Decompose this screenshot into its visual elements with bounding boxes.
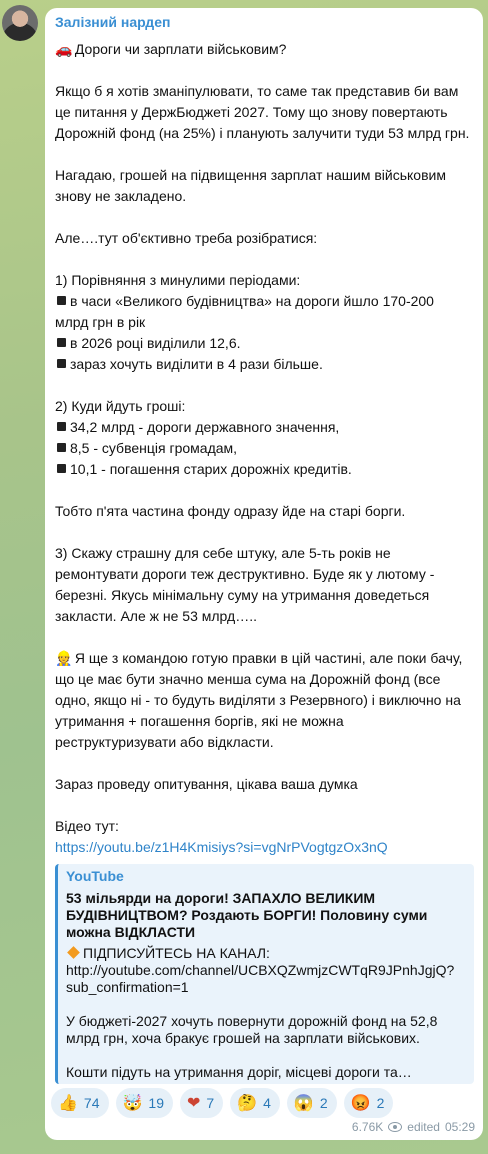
message-time: 05:29 (444, 1120, 475, 1134)
channel-avatar[interactable] (2, 5, 38, 41)
link-preview[interactable] (55, 864, 474, 1084)
edited-label: edited (407, 1120, 440, 1134)
reaction-heart[interactable]: ❤ 7 (180, 1088, 223, 1118)
orange-diamond-icon (67, 946, 80, 959)
black-square-icon (57, 359, 66, 368)
exploding-head-icon: 🤯 (122, 1095, 143, 1112)
eye-icon (388, 1122, 402, 1132)
reaction-angry[interactable]: 😡 2 (344, 1088, 394, 1118)
heart-icon: ❤ (187, 1095, 201, 1112)
car-icon: 🚗 (55, 41, 73, 57)
message-meta (352, 1120, 475, 1134)
reaction-thumbs-up[interactable]: 👍 74 (51, 1088, 109, 1118)
channel-name[interactable]: Залізний нардеп (55, 14, 171, 30)
black-square-icon (57, 464, 66, 473)
message-text: 🚗 Дороги чи зарплати військовим? Якщо б я хотів зманіпулювати, то саме так представив би вам це питання у ДержБюджеті 2027. Тому що знову повертають Дорожній фонд (на 25%) і планують залучити туди 53 млрд грн. Нагадаю, грошей на підвищення зарплат нашим військовим знову не закладено. Але….тут об'єктивно треба розібратися: 1) Порівняння з минулими періодами: в часи «Великого будівництва» на дороги йшло 170-200 млрд грн в рік в 2026 році виділили 12,6. зараз хочуть виділити в 4 рази більше. 2) Куди йдуть гроші: 34,2 млрд - дороги державного значення, 8,5 - субвенція громадам, 10,1 - погашення старих дорожніх кредитів. Тобто п'ята частина фонду одразу йде на старі борги. 3) Скажу страшну для себе штуку, але 5-ть років не ремонтувати дороги теж деструктивно. Буде як у лютому - березні. Якусь мінімальну суму на утримання доведеться закласти. Але ж не 53 млрд….. 👷 Я ще з командою готую правки в цій частині, але поки бачу, що це має бути значно менша сума на Дорожній фонд (все одно, якщо ні - то будуть виділяти з Резервного) і виключно на утримання + погашення боргів, які не можна реструктуризувати або відкласти. Зараз проведу опитування, цікава ваша думка Відео тут: https://youtu.be/z1H4Kmisiys?si=vgNrPVogtgzOx3nQ (55, 41, 470, 855)
black-square-icon (57, 422, 66, 431)
video-link[interactable]: https://youtu.be/z1H4Kmisiys?si=vgNrPVogtgzOx3nQ (55, 839, 388, 855)
preview-title: 53 мільярди на дороги! ЗАПАХЛО ВЕЛИКИМ БУДІВНИЦТВОМ? Роздають БОРГИ! Половину суми можна ВІДКЛАСТИ (66, 890, 428, 940)
thinking-face-icon: 🤔 (237, 1095, 258, 1112)
reaction-scream[interactable]: 😱 2 (287, 1088, 337, 1118)
black-square-icon (57, 443, 66, 452)
view-count: 6.76K (351, 1120, 384, 1134)
preview-site: YouTube (66, 868, 124, 884)
reactions-bar (51, 1088, 393, 1118)
reaction-thinking[interactable]: 🤔 4 (230, 1088, 280, 1118)
worker-icon: 👷 (55, 650, 73, 666)
black-square-icon (57, 296, 66, 305)
thumbs-up-icon: 👍 (58, 1095, 78, 1112)
message-bubble (45, 8, 483, 1140)
reaction-exploding-head[interactable]: 🤯 19 (116, 1088, 174, 1118)
angry-face-icon: 😡 (350, 1095, 371, 1112)
black-square-icon (57, 338, 66, 347)
preview-description: ПІДПИСУЙТЕСЬ НА КАНАЛ: http://youtube.com/channel/UCBXQZwmjzCWTqR9JPnhJgjQ? sub_confirmation=1 У бюджеті-2027 хочуть повернути дорожній фонд на 52,8 млрд грн, хоча бракує грошей на зарплати військових. Кошти підуть на утримання доріг, місцеві дороги та… (66, 945, 455, 1080)
screaming-face-icon: 😱 (293, 1095, 314, 1112)
